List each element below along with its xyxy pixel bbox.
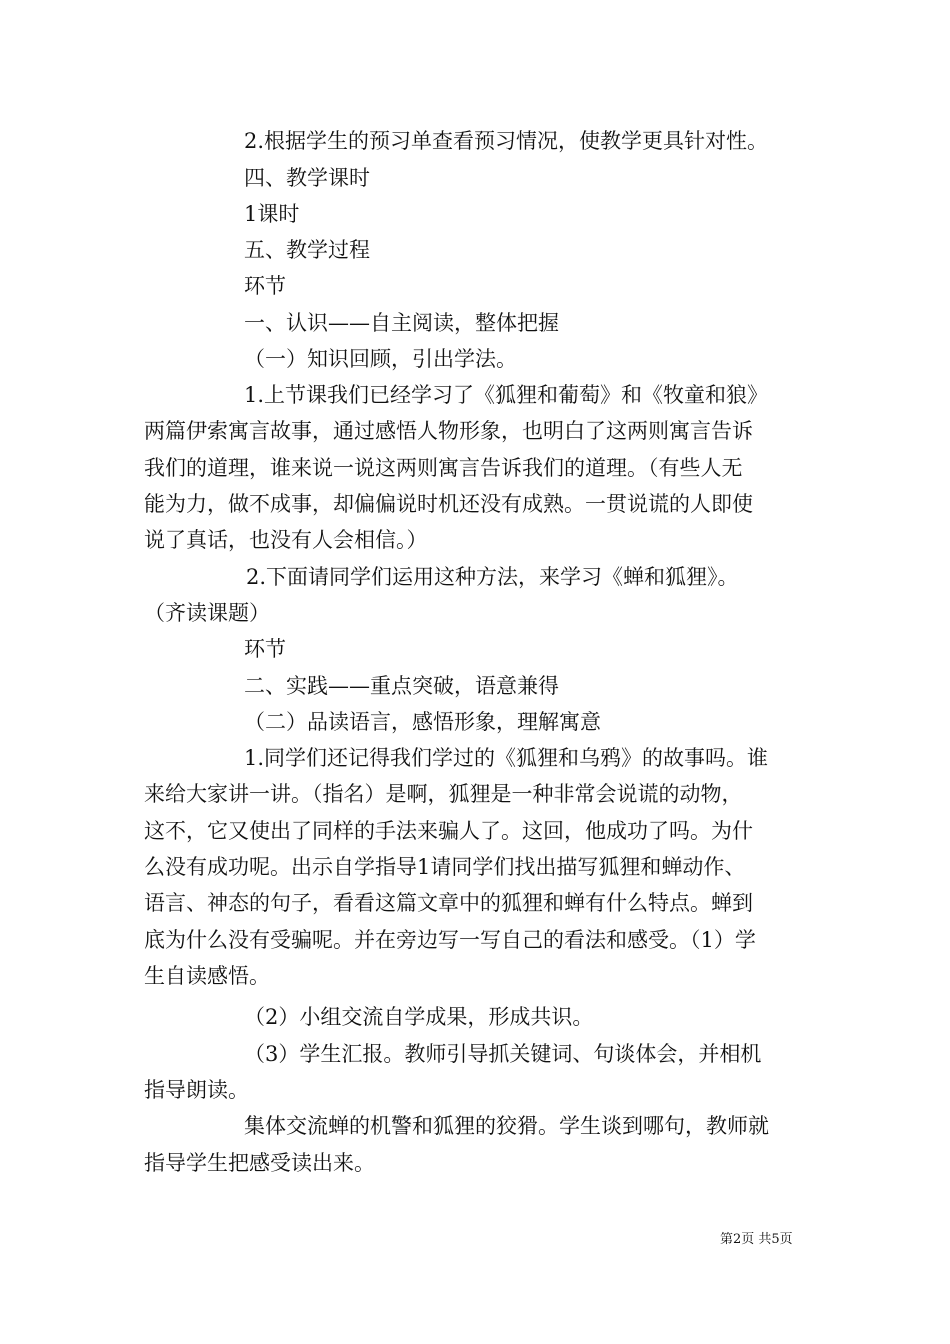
heading-line: 二、实践——重点突破，语意兼得 (244, 674, 559, 698)
text-line: （2）小组交流自学成果，形成共识。 (244, 1005, 594, 1029)
text-line: 环节 (244, 274, 286, 298)
text-line: 环节 (244, 637, 286, 661)
text-line: 来给大家讲一讲。（指名）是啊，狐狸是一种非常会说谎的动物， (144, 782, 743, 806)
text-line: （齐读课题） (144, 601, 270, 625)
subheading-line: （一）知识回顾，引出学法。 (244, 347, 517, 371)
heading-line: 五、教学过程 (244, 238, 370, 262)
page-number-footer: 第2页 共5页 (720, 1232, 793, 1247)
heading-line: 一、认识——自主阅读，整体把握 (244, 311, 559, 335)
text-line: 两篇伊索寓言故事，通过感悟人物形象，也明白了这两则寓言告诉 (144, 419, 753, 443)
text-line: 生自读感悟。 (144, 964, 270, 988)
text-line: 语言、神态的句子，看看这篇文章中的狐狸和蝉有什么特点。蝉到 (144, 891, 753, 915)
text-line: 2.下面请同学们运用这种方法，来学习《蝉和狐狸》。 (246, 565, 739, 589)
subheading-line: （二）品读语言，感悟形象，理解寓意 (244, 710, 601, 734)
text-line: 1.上节课我们已经学习了《狐狸和葡萄》和《牧童和狼》 (244, 383, 769, 407)
text-line: 么没有成功呢。出示自学指导1请同学们找出描写狐狸和蝉动作、 (144, 855, 746, 879)
text-line: 说了真话，也没有人会相信。） (144, 528, 428, 552)
text-line: 指导学生把感受读出来。 (144, 1151, 375, 1175)
heading-line: 四、教学课时 (244, 166, 370, 190)
text-line: 我们的道理，谁来说一说这两则寓言告诉我们的道理。（有些人无 (144, 456, 743, 480)
text-line: 指导朗读。 (144, 1078, 249, 1102)
text-line: 集体交流蝉的机警和狐狸的狡猾。学生谈到哪句，教师就 (244, 1114, 769, 1138)
text-line: 1.同学们还记得我们学过的《狐狸和乌鸦》的故事吗。谁 (244, 746, 769, 770)
text-line: （3）学生汇报。教师引导抓关键词、句谈体会，并相机 (244, 1042, 762, 1066)
text-line: 底为什么没有受骗呢。并在旁边写一写自己的看法和感受。（1）学 (144, 928, 756, 952)
text-line: 1课时 (244, 202, 300, 226)
text-line: 2.根据学生的预习单查看预习情况，使教学更具针对性。 (244, 129, 769, 153)
text-line: 能为力，做不成事，却偏偏说时机还没有成熟。一贯说谎的人即使 (144, 492, 753, 516)
text-line: 这不，它又使出了同样的手法来骗人了。这回，他成功了吗。为什 (144, 819, 753, 843)
